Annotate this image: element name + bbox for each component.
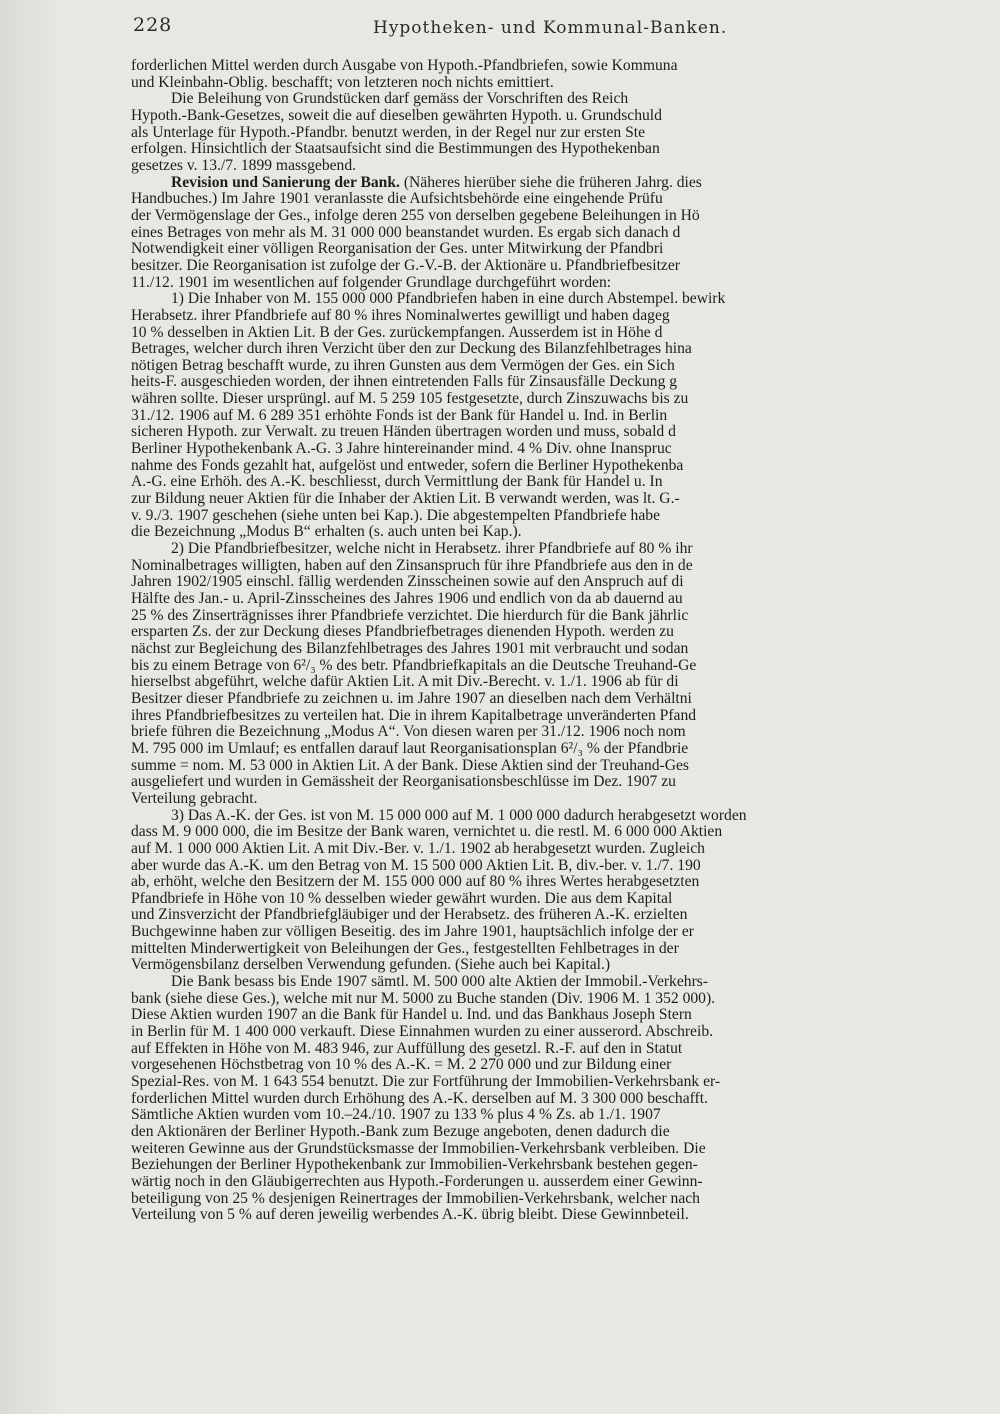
line-text: summe = nom. M. 53 000 in Aktien Lit. A der Bank. Diese Aktien sind der Treuhand-Ges: [131, 757, 690, 774]
line-text: wärtig noch in den Gläubigerrechten aus Hypoth.-Forderungen u. ausserdem einer Gewinn-: [131, 1173, 703, 1190]
line-text: nahme des Fonds gezahlt hat, aufgelöst und entweder, sofern die Berliner Hypothekenba: [131, 457, 684, 474]
body-text: [131, 58, 930, 1224]
text-line: [131, 957, 930, 974]
text-line: [131, 1107, 930, 1124]
line-text: 10 % desselben in Aktien Lit. B der Ges. zurückempfangen. Ausserdem ist in Höhe d: [131, 324, 663, 341]
line-text: erfolgen. Hinsichtlich der Staatsaufsicht sind die Bestimmungen des Hypothekenban: [131, 141, 660, 158]
text-line: [131, 524, 930, 541]
text-line: [131, 724, 930, 741]
line-text: Buchgewinne haben zur völligen Beseitig. des im Jahre 1901, hauptsächlich infolge der er: [131, 924, 694, 941]
line-text: auf Effekten in Höhe von M. 483 946, zur Auffüllung des gesetzl. R.-F. auf den in Statut: [131, 1040, 683, 1057]
line-text: beteiligung von 25 % desjenigen Reinertrages der Immobilien-Verkehrsbank, welcher nach: [131, 1190, 700, 1207]
page-edge-shadow: [0, 0, 60, 1414]
text-line: [131, 708, 930, 725]
text-line: [131, 624, 930, 641]
line-text: Hypoth.-Bank-Gesetzes, soweit die auf dieselben gewährten Hypoth. u. Grundschuld: [131, 107, 662, 124]
text-line: [131, 1007, 930, 1024]
text-line: [131, 158, 930, 175]
text-line: [131, 474, 930, 491]
page-number: 228: [133, 14, 173, 36]
text-line: [131, 508, 930, 525]
text-line: [131, 1074, 930, 1091]
line-text: ihres Pfandbriefbesitzes zu verteilen hat. Die in ihrem Kapitalbetrage unveränderten Pfand: [131, 707, 697, 724]
line-text: Nominalbetrages willigten, haben auf den Zinsanspruch für ihre Pfandbriefe aus den in de: [131, 557, 693, 574]
line-text: Betrages, welcher durch ihren Verzicht über den zur Deckung des Bilanzfehlbetrages hina: [131, 341, 692, 358]
line-text: Verteilung gebracht.: [131, 790, 258, 807]
line-text: briefe führen die Bezeichnung „Modus A“. Von diesen waren per 31./12. 1906 noch nom: [131, 724, 686, 741]
paragraph: [131, 58, 930, 91]
text-line: [131, 791, 930, 808]
text-line: [131, 1091, 930, 1108]
text-line: [131, 591, 930, 608]
text-line: [131, 1207, 930, 1224]
line-text: Berliner Hypothekenbank A.-G. 3 Jahre hintereinander mind. 4 % Div. ohne Inanspruc: [131, 441, 672, 458]
text-line: [131, 824, 930, 841]
text-line: [131, 175, 930, 192]
text-line: [131, 808, 930, 825]
line-text: 31./12. 1906 auf M. 6 289 351 erhöhte Fonds ist der Bank für Handel u. Ind. in Berlin: [131, 407, 668, 424]
text-line: [131, 558, 930, 575]
page-header: [133, 8, 933, 40]
line-text: nächst zur Begleichung des Bilanzfehlbetrages des Jahres 1901 mit verbraucht und sodan: [131, 640, 689, 657]
line-text: Jahren 1902/1905 einschl. fällig werdenden Zinsscheinen sowie auf den Anspruch auf di: [131, 574, 684, 591]
text-line: [131, 141, 930, 158]
text-line: [131, 91, 930, 108]
line-text: forderlichen Mittel werden durch Ausgabe von Hypoth.-Pfandbriefen, sowie Kommuna: [131, 58, 678, 74]
line-text: bank (siehe diese Ges.), welche mit nur M. 5000 zu Buche standen (Div. 1906 M. 1 352 000).: [131, 990, 716, 1007]
text-line: [131, 391, 930, 408]
line-text: den Aktionären der Berliner Hypoth.-Bank zum Bezuge angeboten, denen dadurch die: [131, 1124, 670, 1140]
line-text: Besitzer dieser Pfandbriefe zu zeichnen u. im Jahre 1907 an dieselben nach dem Verhältni: [131, 690, 692, 707]
line-text: Handbuches.) Im Jahre 1901 veranlasste die Aufsichtsbehörde eine eingehende Prüfu: [131, 191, 663, 208]
line-text: und Zinsverzicht der Pfandbriefgläubiger und der Herabsetz. des früheren A.-K. erzielten: [131, 907, 688, 924]
text-line: [131, 641, 930, 658]
line-text: währen sollte. Dieser ursprüngl. auf M. 5 259 105 festgesetzte, durch Zinszuwachs bis zu: [131, 391, 689, 408]
text-line: [131, 1157, 930, 1174]
line-text: Beziehungen der Berliner Hypothekenbank zur Immobilien-Verkehrsbank bestehen gegen-: [131, 1157, 698, 1174]
line-text: Die Beleihung von Grundstücken darf gemäss der Vorschriften des Reich: [171, 91, 629, 108]
text-line: [131, 441, 930, 458]
line-text: (Näheres hierüber siehe die früheren Jahrg. dies: [399, 174, 702, 191]
line-text: als Unterlage für Hypoth.-Pfandbr. benutzt werden, in der Regel nur zur ersten Ste: [131, 124, 645, 141]
text-line: [131, 1041, 930, 1058]
paragraph: [131, 808, 930, 975]
text-line: [131, 308, 930, 325]
line-text: Notwendigkeit einer völligen Reorganisation der Ges. unter Mitwirkung der Pfandbri: [131, 241, 664, 258]
text-line: [131, 1024, 930, 1041]
line-text: A.-G. eine Erhöh. des A.-K. beschliesst, durch Vermittlung der Bank für Handel u. In: [131, 474, 663, 491]
text-line: [131, 574, 930, 591]
text-line: [131, 608, 930, 625]
text-line: [131, 458, 930, 475]
line-text: Spezial-Res. von M. 1 643 554 benutzt. Die zur Fortführung der Immobilien-Verkehrsbank er-: [131, 1074, 721, 1091]
line-text: in Berlin für M. 1 400 000 verkauft. Diese Einnahmen wurden zu einer ausserord. Abschreib.: [131, 1024, 714, 1041]
line-text: Sämtliche Aktien wurden vom 10.–24./10. 1907 zu 133 % plus 4 % Zs. ab 1./1. 1907: [131, 1107, 661, 1124]
text-line: [131, 125, 930, 142]
text-line: [131, 758, 930, 775]
line-text: Die Bank besass bis Ende 1907 sämtl. M. 500 000 alte Aktien der Immobil.-Verkehrs-: [171, 974, 709, 991]
paragraph: [131, 974, 930, 1224]
line-text: weiteren Gewinne aus der Grundstücksmasse der Immobilien-Verkehrsbank verbleiben. Die: [131, 1140, 706, 1157]
text-line: [131, 1057, 930, 1074]
line-text: 25 % des Zinserträgnisses ihrer Pfandbriefe verzichtet. Die hierdurch für die Bank jährlic: [131, 607, 689, 624]
line-text: bis zu einem Betrage von 6²/₃ % des betr. Pfandbriefkapitals an die Deutsche Treuhand-Ge: [131, 657, 697, 674]
line-text: Pfandbriefe in Höhe von 10 % desselben wieder gewährt wurden. Die aus dem Kapital: [131, 890, 673, 907]
text-line: [131, 841, 930, 858]
line-text: 1) Die Inhaber von M. 155 000 000 Pfandbriefen haben in eine durch Abstempel. bewirk: [171, 291, 726, 308]
line-text: der Vermögenslage der Ges., infolge deren 255 von derselben gegebene Beleihungen in Hö: [131, 207, 700, 224]
line-text: aber wurde das A.-K. um den Betrag von M. 15 500 000 Aktien Lit. B, div.-ber. v. 1./7. 190: [131, 857, 701, 874]
paragraph: [131, 91, 930, 174]
section-heading: Revision und Sanierung der Bank.: [171, 174, 400, 191]
text-line: [131, 974, 930, 991]
line-text: Diese Aktien wurden 1907 an die Bank für Handel u. Ind. und das Bankhaus Joseph Stern: [131, 1007, 692, 1024]
text-line: [131, 58, 930, 75]
text-line: [131, 1191, 930, 1208]
line-text: besitzer. Die Reorganisation ist zufolge der G.-V.-B. der Aktionäre u. Pfandbriefbesitzer: [131, 257, 680, 274]
line-text: 11./12. 1901 im wesentlichen auf folgender Grundlage durchgeführt worden:: [131, 274, 612, 291]
text-line: [131, 225, 930, 242]
text-line: [131, 75, 930, 92]
line-text: heits-F. ausgeschieden worden, der ihnen eintretenden Falls für Zinsausfälle Deckung g: [131, 374, 678, 391]
line-text: ausgeliefert und wurden in Gemässheit der Reorganisationsbeschlüsse im Dez. 1907 zu: [131, 774, 676, 791]
line-text: Hälfte des Jan.- u. April-Zinsscheines des Jahres 1906 und endlich von da ab dauernd au: [131, 591, 683, 607]
text-line: [131, 907, 930, 924]
text-line: [131, 358, 930, 375]
text-line: [131, 891, 930, 908]
text-line: [131, 325, 930, 342]
text-line: [131, 874, 930, 891]
running-head: Hypotheken- und Kommunal-Banken.: [373, 18, 728, 38]
line-text: Herabsetz. ihrer Pfandbriefe auf 80 % ihres Nominalwertes gewilligt und haben dageg: [131, 307, 670, 324]
text-line: [131, 741, 930, 758]
line-text: sicheren Hypoth. zur Verwalt. zu treuen Händen übertragen worden und muss, sobald d: [131, 424, 676, 441]
text-line: [131, 774, 930, 791]
text-line: [131, 1141, 930, 1158]
line-text: ersparten Zs. der zur Deckung dieses Pfandbriefbetrages dienenden Hypoth. werden zu: [131, 624, 674, 641]
paragraph: [131, 175, 930, 292]
text-line: [131, 674, 930, 691]
line-text: und Kleinbahn-Oblig. beschafft; von letzteren noch nichts emittiert.: [131, 74, 554, 91]
line-text: auf M. 1 000 000 Aktien Lit. A mit Div.-Ber. v. 1./1. 1902 ab herabgesetzt wurden. Zugleich: [131, 840, 705, 857]
text-line: [131, 258, 930, 275]
text-line: [131, 858, 930, 875]
line-text: ab, erhöht, welche den Besitzern der M. 155 000 000 auf 80 % ihres Wertes herabgesetzten: [131, 874, 700, 891]
line-text: forderlichen Mittel wurden durch Erhöhung des A.-K. derselben auf M. 3 300 000 beschafft.: [131, 1090, 708, 1107]
text-line: [131, 491, 930, 508]
text-line: [131, 374, 930, 391]
text-line: [131, 108, 930, 125]
text-line: [131, 424, 930, 441]
text-line: [131, 191, 930, 208]
text-line: [131, 924, 930, 941]
text-line: [131, 275, 930, 292]
line-text: eines Betrages von mehr als M. 31 000 000 beanstandet wurden. Es ergab sich danach d: [131, 224, 681, 241]
text-line: [131, 291, 930, 308]
line-text: vorgesehenen Höchstbetrag von 10 % des A.-K. = M. 2 270 000 und zur Bildung einer: [131, 1057, 672, 1074]
line-text: Verteilung von 5 % auf deren jeweilig werbendes A.-K. übrig bleibt. Diese Gewinnbeteil.: [131, 1207, 689, 1224]
text-line: [131, 208, 930, 225]
text-line: [131, 691, 930, 708]
text-line: [131, 541, 930, 558]
text-line: [131, 1124, 930, 1141]
line-text: 3) Das A.-K. der Ges. ist von M. 15 000 000 auf M. 1 000 000 dadurch herabgesetzt worden: [171, 807, 747, 824]
text-line: [131, 1174, 930, 1191]
line-text: die Bezeichnung „Modus B“ erhalten (s. auch unten bei Kap.).: [131, 524, 522, 541]
line-text: zur Bildung neuer Aktien für die Inhaber der Aktien Lit. B verwandt werden, was lt. G.-: [131, 491, 680, 508]
paragraph: [131, 541, 930, 808]
line-text: gesetzes v. 13./7. 1899 massgebend.: [131, 157, 357, 174]
line-text: v. 9./3. 1907 geschehen (siehe unten bei Kap.). Die abgestempelten Pfandbriefe habe: [131, 507, 660, 524]
line-text: hierselbst abgeführt, welche dafür Aktien Lit. A mit Div.-Berecht. v. 1./1. 1906 ab für di: [131, 674, 679, 691]
paragraph: [131, 291, 930, 541]
text-line: [131, 658, 930, 675]
text-line: [131, 241, 930, 258]
text-line: [131, 991, 930, 1008]
line-text: 2) Die Pfandbriefbesitzer, welche nicht in Herabsetz. ihrer Pfandbriefe auf 80 % ihr: [171, 541, 693, 558]
line-text: Vermögensbilanz derselben Verwendung gefunden. (Siehe auch bei Kapital.): [131, 957, 611, 974]
text-line: [131, 941, 930, 958]
line-text: dass M. 9 000 000, die im Besitze der Bank waren, vernichtet u. die restl. M. 6 000 000 Aktien: [131, 824, 723, 841]
text-line: [131, 408, 930, 425]
line-text: M. 795 000 im Umlauf; es entfallen darauf laut Reorganisationsplan 6²/₃ % der Pfandbrie: [131, 740, 689, 757]
line-text: mittelten Minderwertigkeit von Beleihungen der Ges., festgestellten Fehlbetrages in der: [131, 940, 679, 957]
text-line: [131, 341, 930, 358]
line-text: nötigen Betrag beschafft wurde, zu ihren Gunsten aus dem Vermögen der Ges. ein Sich: [131, 357, 675, 374]
